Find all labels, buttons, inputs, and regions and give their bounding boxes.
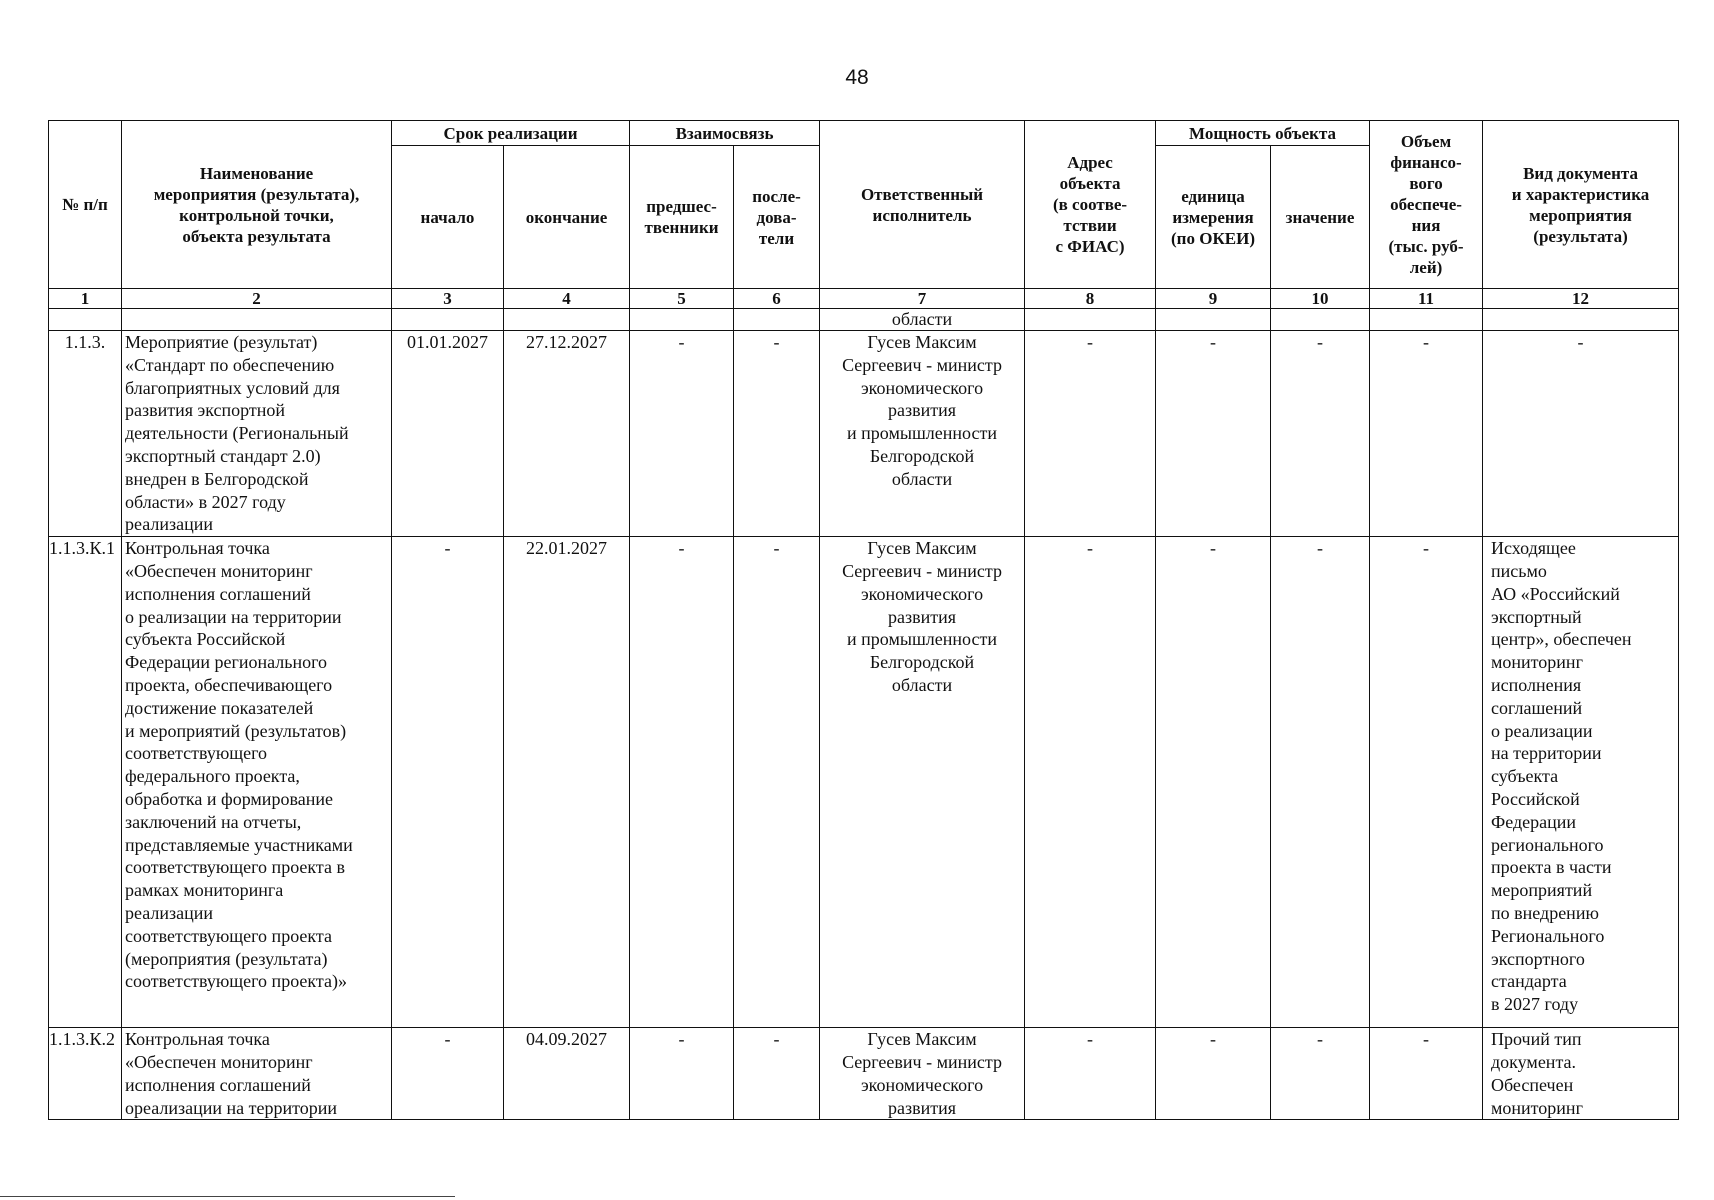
- header-col-responsible: Ответственный исполнитель: [820, 121, 1025, 289]
- row-start-date: -: [392, 1028, 504, 1120]
- table-row: [49, 1028, 1679, 1120]
- row-predecessors: -: [630, 537, 734, 1028]
- row-unit: -: [1156, 537, 1271, 1028]
- row-responsible: Гусев Максим Сергеевич - министр экономического развития: [820, 1028, 1025, 1120]
- empty-cell: [49, 309, 122, 331]
- header-col-address: Адрес объекта (в соотве- тствии с ФИАС): [1025, 121, 1156, 289]
- row-value: -: [1271, 1028, 1370, 1120]
- header-col-start: начало: [392, 146, 504, 289]
- header-group-capacity: Мощность объекта: [1156, 121, 1370, 146]
- row-address: -: [1025, 331, 1156, 537]
- header-col-name: Наименование мероприятия (результата), контрольной точки, объекта результата: [122, 121, 392, 289]
- row-start-date: -: [392, 537, 504, 1028]
- header-col-unit: единица измерения (по ОКЕИ): [1156, 146, 1271, 289]
- row-predecessors: -: [630, 1028, 734, 1120]
- empty-cell: [1483, 309, 1679, 331]
- column-number: 3: [392, 289, 504, 309]
- empty-cell: [1271, 309, 1370, 331]
- row-name: Мероприятие (результат) «Стандарт по обеспечению благоприятных условий для развития экспортной деятельности (Региональный экспортный стандарт 2.0) внедрен в Белгородской области» в 2027 году реализации: [122, 331, 392, 537]
- scan-artifact-line: [0, 1196, 455, 1197]
- row-unit: -: [1156, 331, 1271, 537]
- row-successors: -: [734, 537, 820, 1028]
- column-number: 11: [1370, 289, 1483, 309]
- column-number: 6: [734, 289, 820, 309]
- row-name: Контрольная точка «Обеспечен мониторинг исполнения соглашений ореализации на территории: [122, 1028, 392, 1120]
- row-finance: -: [1370, 1028, 1483, 1120]
- header-col-value: значение: [1271, 146, 1370, 289]
- empty-cell: [1370, 309, 1483, 331]
- row-document: -: [1483, 331, 1679, 537]
- row-successors: -: [734, 331, 820, 537]
- header-group-term: Срок реализации: [392, 121, 630, 146]
- row-value: -: [1271, 537, 1370, 1028]
- row-end-date: 27.12.2027: [504, 331, 630, 537]
- row-name: Контрольная точка «Обеспечен мониторинг исполнения соглашений о реализации на территории субъекта Российской Федерации регионального проекта, обеспечивающего достижение показателей и мероприятий (результатов) соответствующего федерального проекта, обработка и формирование заключений на отчеты, представляемые участниками соответствующего проекта в рамках мониторинга реализации соответствующего проекта (мероприятия (результата) соответствующего проекта)»: [122, 537, 392, 1028]
- plan-table: [48, 120, 1679, 1120]
- row-document: Исходящее письмо АО «Российский экспортный центр», обеспечен мониторинг исполнения соглашений о реализации на территории субъекта Российской Федерации регионального проекта в части мероприятий по внедрению Регионального экспортного стандарта в 2027 году: [1483, 537, 1679, 1028]
- row-responsible: Гусев Максим Сергеевич - министр экономического развития и промышленности Белгородской области: [820, 331, 1025, 537]
- column-number-row: [49, 289, 1679, 309]
- header-col-end: окончание: [504, 146, 630, 289]
- row-finance: -: [1370, 331, 1483, 537]
- row-number: 1.1.3.К.1: [49, 537, 122, 1028]
- column-number: 2: [122, 289, 392, 309]
- empty-cell: [504, 309, 630, 331]
- row-start-date: 01.01.2027: [392, 331, 504, 537]
- empty-cell: [630, 309, 734, 331]
- row-finance: -: [1370, 537, 1483, 1028]
- empty-cell: [392, 309, 504, 331]
- column-number: 4: [504, 289, 630, 309]
- column-number: 12: [1483, 289, 1679, 309]
- empty-cell: [1025, 309, 1156, 331]
- table-row: [49, 331, 1679, 537]
- header-col-successors: после- дова- тели: [734, 146, 820, 289]
- column-number: 9: [1156, 289, 1271, 309]
- row-responsible: Гусев Максим Сергеевич - министр экономического развития и промышленности Белгородской области: [820, 537, 1025, 1028]
- header-group-link: Взаимосвязь: [630, 121, 820, 146]
- row-predecessors: -: [630, 331, 734, 537]
- empty-cell: [734, 309, 820, 331]
- empty-cell: [122, 309, 392, 331]
- row-document: Прочий тип документа. Обеспечен мониторинг: [1483, 1028, 1679, 1120]
- responsible-cell: области: [820, 309, 1025, 331]
- row-end-date: 04.09.2027: [504, 1028, 630, 1120]
- page-number: 48: [845, 66, 869, 89]
- row-value: -: [1271, 331, 1370, 537]
- table-row: [49, 537, 1679, 1028]
- row-number: 1.1.3.К.2: [49, 1028, 122, 1120]
- header-row-groups: [49, 121, 1679, 146]
- row-number: 1.1.3.: [49, 331, 122, 537]
- row-unit: -: [1156, 1028, 1271, 1120]
- row-end-date: 22.01.2027: [504, 537, 630, 1028]
- column-number: 10: [1271, 289, 1370, 309]
- column-number: 5: [630, 289, 734, 309]
- header-col-finance: Объем финансо- вого обеспече- ния (тыс. руб- лей): [1370, 121, 1483, 289]
- column-number: 1: [49, 289, 122, 309]
- column-number: 7: [820, 289, 1025, 309]
- header-col-num: № п/п: [49, 121, 122, 289]
- column-number: 8: [1025, 289, 1156, 309]
- empty-cell: [1156, 309, 1271, 331]
- header-col-predecessors: предшес- твенники: [630, 146, 734, 289]
- continuation-row: [49, 309, 1679, 331]
- row-successors: -: [734, 1028, 820, 1120]
- row-address: -: [1025, 1028, 1156, 1120]
- row-address: -: [1025, 537, 1156, 1028]
- header-col-document: Вид документа и характеристика мероприятия (результата): [1483, 121, 1679, 289]
